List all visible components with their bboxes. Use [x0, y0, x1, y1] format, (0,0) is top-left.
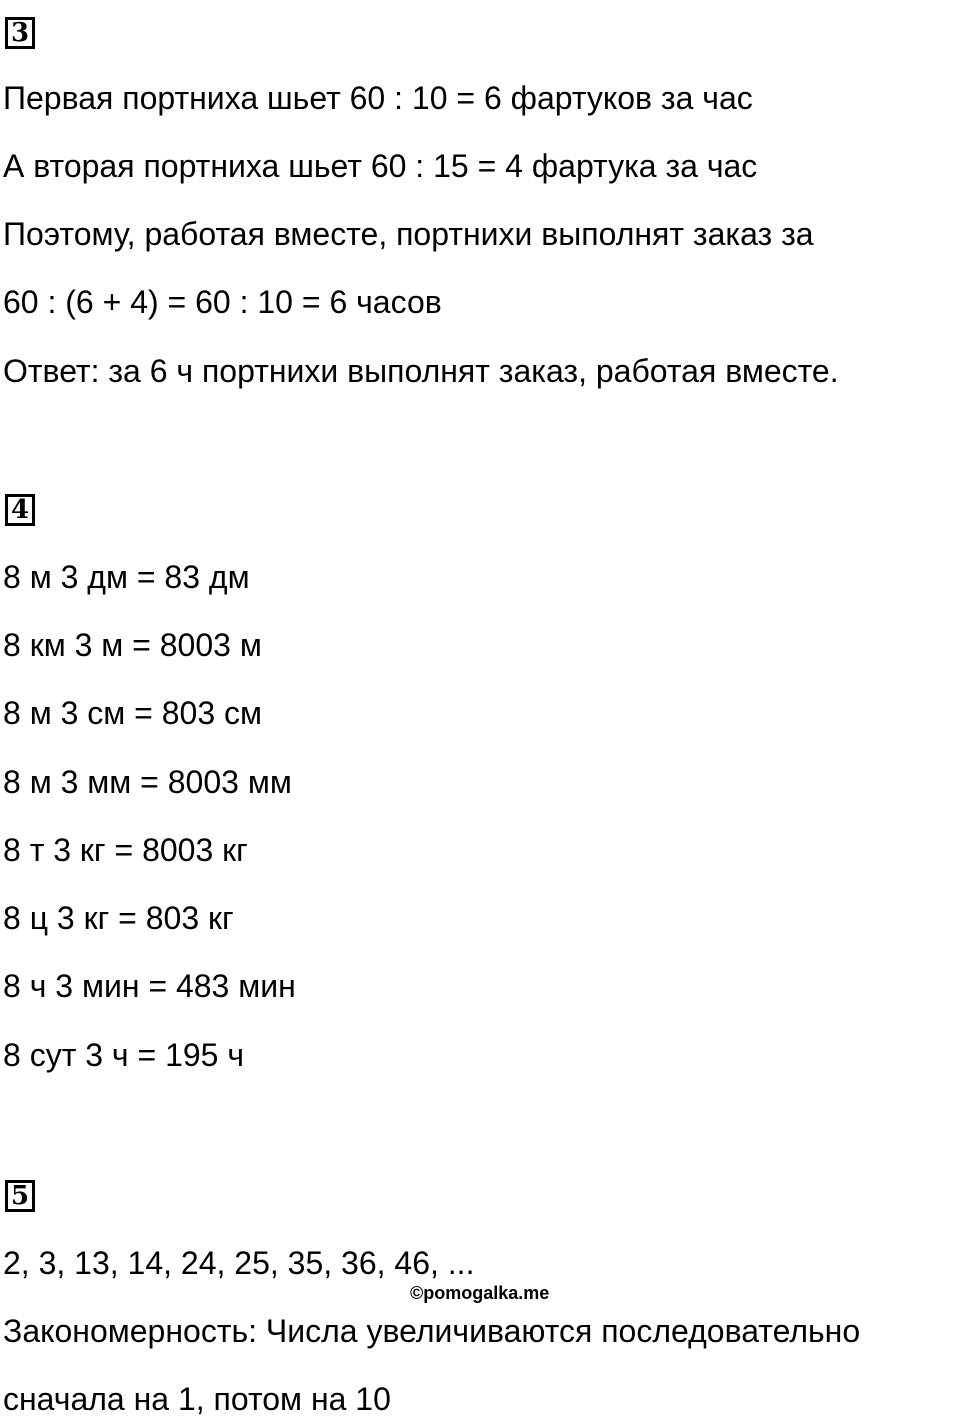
task3-line-2: А вторая портниха шьет 60 : 15 = 4 фартука за час	[3, 148, 758, 184]
task4-line-2: 8 км 3 м = 8003 м	[3, 627, 262, 663]
task4-line-8: 8 сут 3 ч = 195 ч	[3, 1037, 245, 1073]
task3-line-1: Первая портниха шьет 60 : 10 = 6 фартуков за час	[3, 80, 753, 116]
task4-line-5: 8 т 3 кг = 8003 кг	[3, 832, 248, 868]
task-number-4: 4	[5, 494, 35, 526]
task3-answer: Ответ: за 6 ч портнихи выполнят заказ, работая вместе.	[3, 353, 839, 389]
task4-line-6: 8 ц 3 кг = 803 кг	[3, 900, 234, 936]
task-number-5: 5	[5, 1180, 35, 1212]
task4-line-1: 8 м 3 дм = 83 дм	[3, 559, 250, 595]
watermark: ©pomogalka.me	[410, 1283, 550, 1303]
task3-line-4: 60 : (6 + 4) = 60 : 10 = 6 часов	[3, 284, 442, 320]
task5-sequence: 2, 3, 13, 14, 24, 25, 35, 36, 46, ...	[3, 1245, 475, 1281]
task4-line-3: 8 м 3 см = 803 см	[3, 695, 263, 731]
task3-line-3: Поэтому, работая вместе, портнихи выполнят заказ за	[3, 216, 814, 252]
task-number-3: 3	[5, 17, 35, 49]
task4-line-7: 8 ч 3 мин = 483 мин	[3, 968, 296, 1004]
task5-line-2: Закономерность: Числа увеличиваются последовательно	[3, 1313, 861, 1349]
task4-line-4: 8 м 3 мм = 8003 мм	[3, 764, 292, 800]
task5-line-3: сначала на 1, потом на 10	[3, 1381, 391, 1417]
